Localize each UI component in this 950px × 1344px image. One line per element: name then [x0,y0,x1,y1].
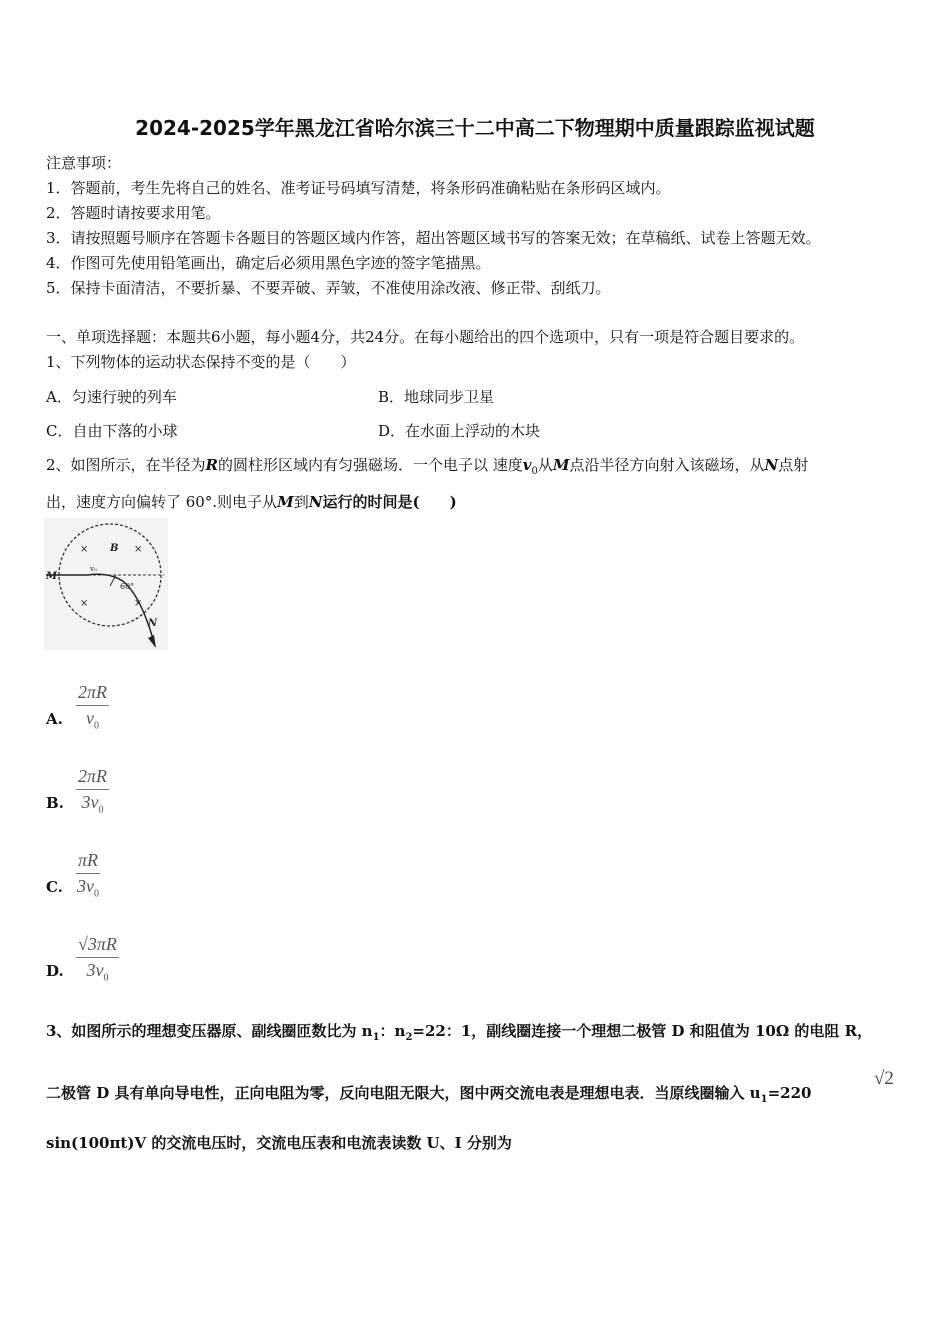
label-angle: 60° [120,582,135,591]
notice-item: 4．作图可先使用铅笔画出，确定后必须用黑色字迹的签字笔描黑。 [46,254,491,272]
field-cross: × [80,544,89,555]
q1-option-b: B．地球同步卫星 [378,388,495,406]
q1-option-d: D．在水面上浮动的木块 [378,422,541,440]
label-b: B [110,543,119,554]
page-title: 2024-2025学年黑龙江省哈尔滨三十二中高二下物理期中质量跟踪监视试题 [135,116,815,140]
field-cross: × [134,598,143,609]
notice-item: 2．答题时请按要求用笔。 [46,204,221,222]
q2-option-c-label: C. [46,878,63,896]
section-heading: 一、单项选择题：本题共6小题，每小题4分，共24分。在每小题给出的四个选项中，只有一项是符合题目要求的。 [46,328,805,346]
q2-option-d-label: D. [46,962,64,980]
field-cross: × [134,544,143,555]
label-n: N [148,618,158,629]
q1-option-a: A．匀速行驶的列车 [46,388,177,406]
question-3-line-2: 二极管 D 具有单向导电性，正向电阻为零，反向电阻无限大，图中两交流电表是理想电表．当原线圈输入 $u_1=220$ [46,1084,812,1105]
q2-option-b-fraction: $\frac{2\pi R}{3v_0}$ [78,766,108,816]
notice-item: 5．保持卡面清洁，不要折暴、不要弄破、弄皱，不准使用涂改液、修正带、刮纸刀。 [46,279,611,297]
question-2-line-1: 2、如图所示，在半径为R的圆柱形区域内有匀强磁场．一个电子以 速度$v_0$从M点沿半径方向射入该磁场，从N点射 [46,456,809,477]
notice-item: 1．答题前，考生先将自己的姓名、准考证号码填写清楚，将条形码准确粘贴在条形码区域内。 [46,179,671,197]
notice-item: 3．请按照题号顺序在答题卡各题目的答题区域内作答，超出答题区域书写的答案无效；在草稿纸、试卷上答题无效。 [46,229,821,247]
q2-option-d-fraction: $\frac{√3\pi R}{3v_0}$ [78,934,117,984]
magnetic-field-figure [44,518,168,650]
question-3-line-1: 3、如图所示的理想变压器原、副线圈匝数比为 $n_1$：$n_2=22$：1，副线圈连接一个理想二极管 D 和阻值为 10Ω 的电阻 R， [46,1022,873,1043]
q2-option-a-label: A. [46,710,63,728]
field-cross: × [80,598,89,609]
label-m: M [46,571,58,582]
q1-option-c: C．自由下落的小球 [46,422,178,440]
question-1-stem: 1、下列物体的运动状态保持不变的是（ ） [46,353,356,371]
sqrt-two: √2 [874,1068,894,1089]
question-3-line-3: sin(100πt)V 的交流电压时，交流电压表和电流表读数 U、I 分别为 [46,1134,512,1152]
label-v0: v₀ [90,565,97,573]
q2-option-a-fraction: $\frac{2\pi R}{v_0}$ [78,682,108,732]
q2-option-b-label: B. [46,794,64,812]
question-2-line-2: 出，速度方向偏转了 60°.则电子从M到N运行的时间是( ) [46,493,457,511]
q2-option-c-fraction: $\frac{\pi R}{3v_0}$ [77,850,99,900]
notice-heading: 注意事项： [46,154,122,172]
